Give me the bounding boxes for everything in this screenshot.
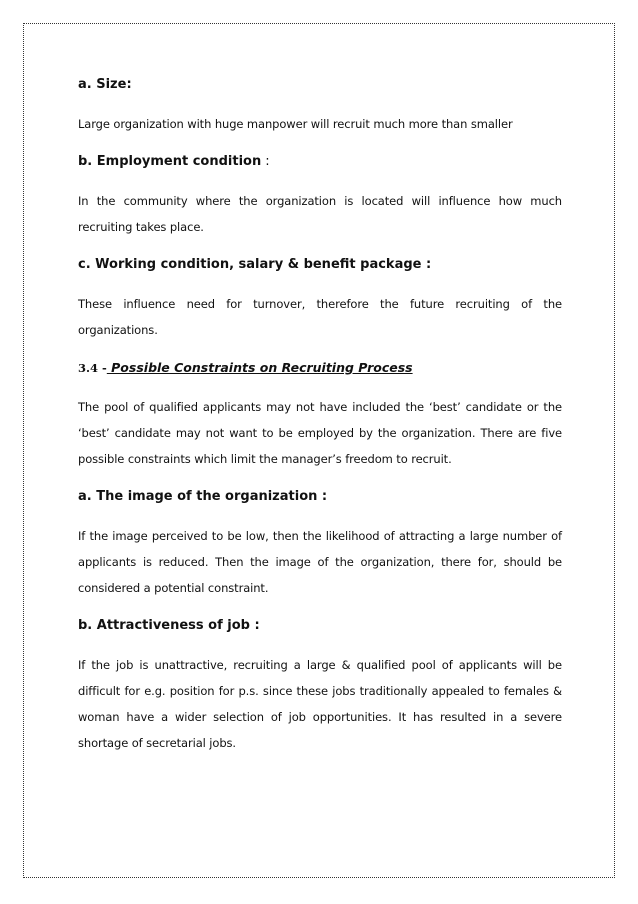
paragraph-attractiveness-of-job: If the job is unattractive, recruiting a large & qualified pool of applicants will be difficult for e.g. position for p.s. since these jobs traditionally appealed to females & woman have a wider selection of job opportunities. It has resulted in a severe shortage of secretarial jobs.	[78, 658, 562, 750]
section-title-text: Possible Constraints on Recruiting Process	[106, 360, 413, 375]
heading-image-of-organization: a. The image of the organization :	[78, 489, 328, 504]
paragraph-constraints-intro: The pool of qualified applicants may not have included the ‘best’ candidate or the ‘best’ candidate may not want to be employed by the organization. There are five possible constraints which limit the manager’s freedom to recruit.	[78, 400, 562, 466]
paragraph-image-of-organization: If the image perceived to be low, then the likelihood of attracting a large number of applicants is reduced. Then the image of the organization, there for, should be considered a potential constraint.	[78, 529, 562, 595]
heading-employment-condition: b. Employment condition :	[78, 154, 270, 169]
section-number: 3.4 -	[78, 361, 107, 375]
paragraph-working-condition: These influence need for turnover, therefore the future recruiting of the organizations.	[78, 297, 562, 337]
heading-size: a. Size:	[78, 77, 132, 92]
paragraph-employment-condition: In the community where the organization is located will influence how much recruiting takes place.	[78, 194, 562, 234]
document-body	[78, 76, 562, 756]
heading-suffix: :	[265, 154, 270, 169]
heading-attractiveness-of-job: b. Attractiveness of job :	[78, 618, 260, 633]
section-title-3-4	[78, 359, 562, 377]
heading-working-condition: c. Working condition, salary & benefit package :	[78, 257, 432, 272]
paragraph-size: Large organization with huge manpower will recruit much more than smaller	[78, 117, 513, 131]
